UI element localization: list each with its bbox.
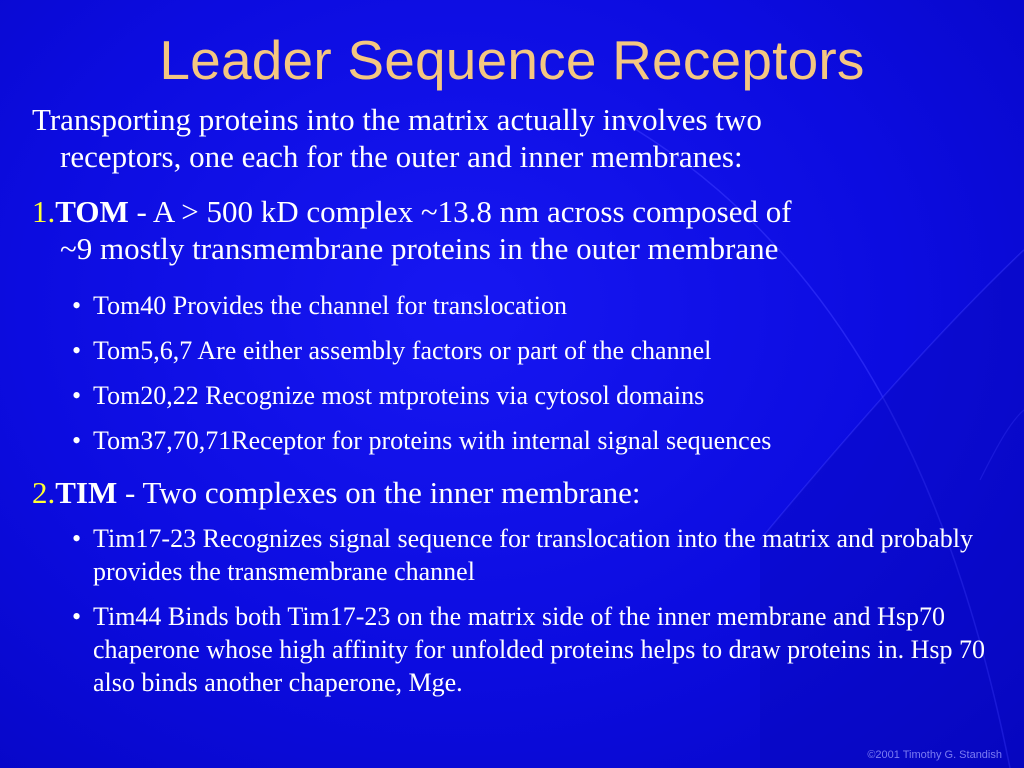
list-item-text: Tom37,70,71Receptor for proteins with internal signal sequences [93, 426, 772, 455]
bullet-icon: • [72, 291, 82, 320]
list-item-text: Tom20,22 Recognize most mtproteins via cytosol domains [93, 381, 705, 410]
list-item-text: Tom40 Provides the channel for translocation [93, 291, 568, 320]
list-item-text: Tim44 Binds both Tim17-23 on the matrix side of the inner membrane and Hsp70 chaperone whose high affinity for unfolded proteins helps to draw proteins in. Hsp 70 also binds another chaperone, Mge. [93, 602, 985, 697]
list-item [72, 522, 1012, 588]
tom-bullet-list [72, 289, 1012, 469]
intro-paragraph [32, 101, 1017, 175]
tim-description: - Two complexes on the inner membrane: [117, 475, 641, 510]
bullet-icon: • [72, 381, 82, 410]
list-item [72, 289, 1012, 322]
tim-term: TIM [55, 475, 118, 510]
list-item [72, 424, 1012, 457]
tom-term: TOM [55, 194, 129, 229]
intro-line-1: Transporting proteins into the matrix actually involves two [32, 102, 762, 137]
intro-line-2: receptors, one each for the outer and inner membranes: [60, 139, 743, 174]
list-item [72, 334, 1012, 367]
item-number-1: 1. [32, 194, 56, 229]
list-item [72, 379, 1012, 412]
list-item [72, 600, 1012, 699]
bullet-icon: • [72, 602, 82, 631]
list-item-text: Tom5,6,7 Are either assembly factors or part of the channel [93, 336, 712, 365]
copyright-footer: ©2001 Timothy G. Standish [867, 749, 1002, 761]
slide-title: Leader Sequence Receptors [159, 29, 865, 91]
tom-description-line-2: ~9 mostly transmembrane proteins in the outer membrane [60, 231, 779, 266]
list-item-text: Tim17-23 Recognizes signal sequence for translocation into the matrix and probably provides the transmembrane channel [93, 524, 973, 586]
bullet-icon: • [72, 426, 82, 455]
tim-bullet-list [72, 522, 1012, 711]
item-number-2: 2. [32, 475, 56, 510]
bullet-icon: • [72, 336, 82, 365]
tom-item [32, 193, 1017, 267]
tim-item [32, 474, 1017, 511]
bullet-icon: • [72, 524, 82, 553]
tom-description-line-1: - A > 500 kD complex ~13.8 nm across composed of [128, 194, 792, 229]
